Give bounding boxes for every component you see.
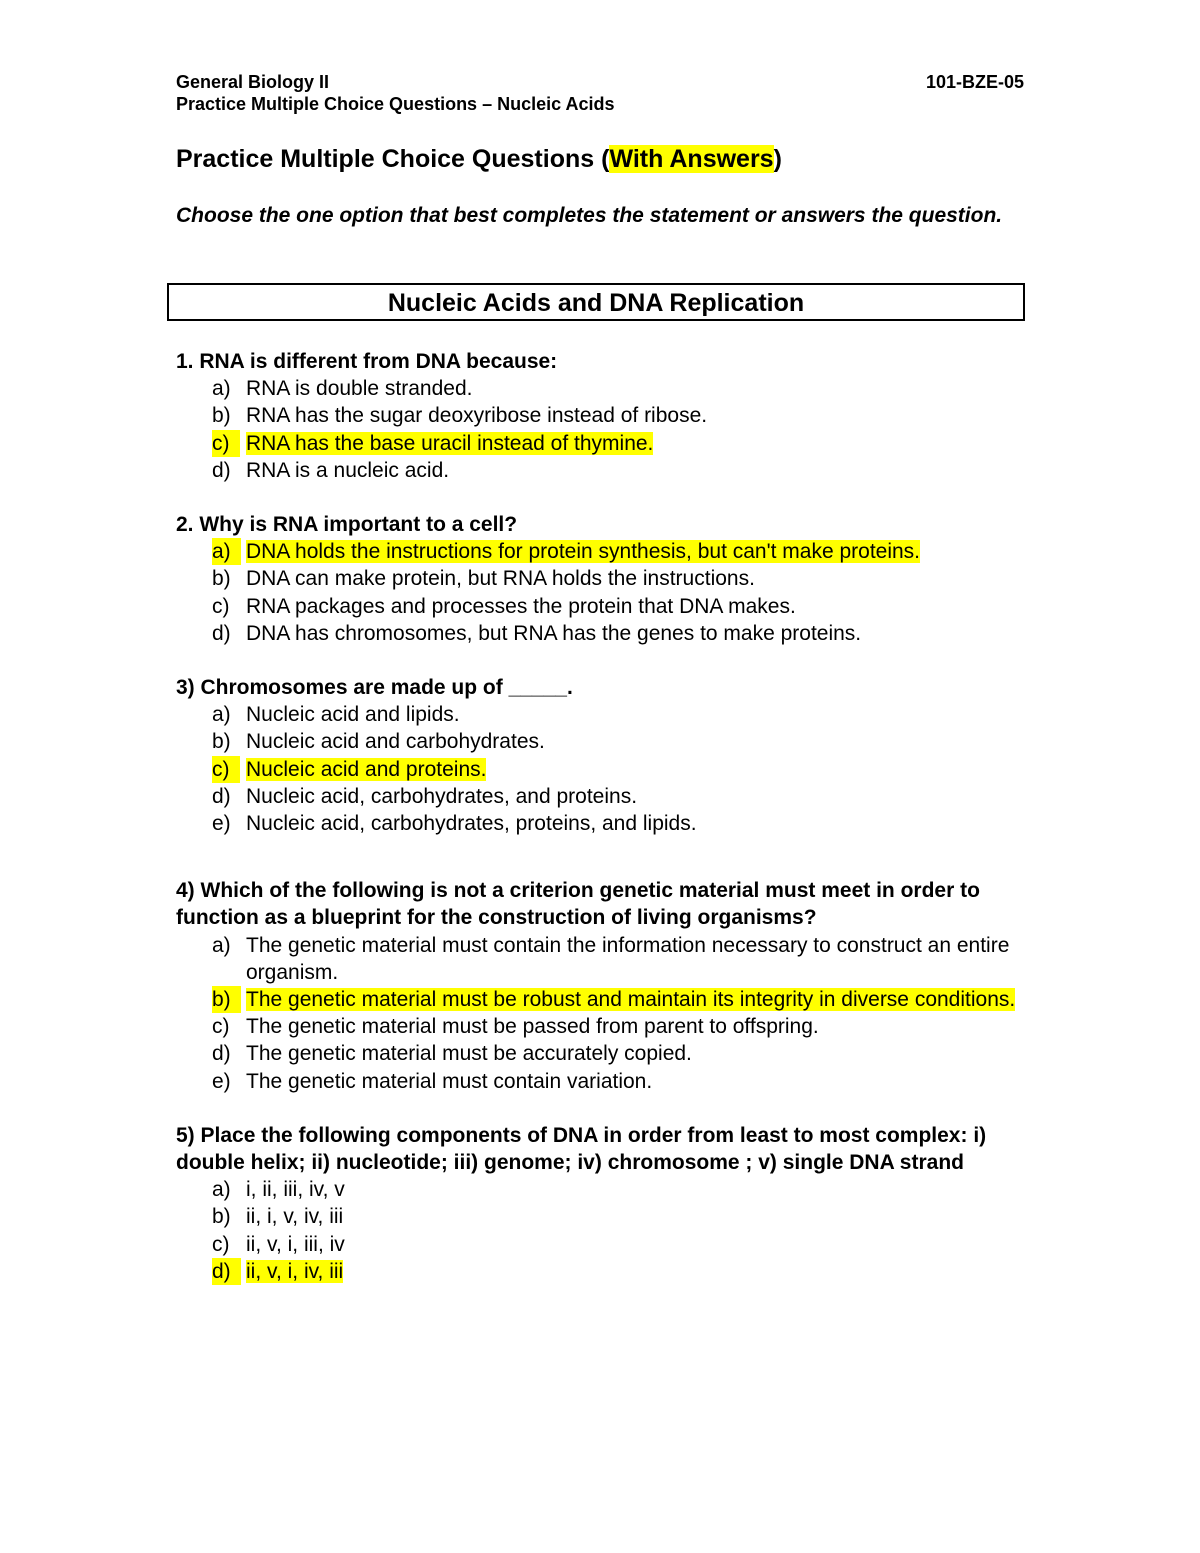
option-letter: d) (212, 621, 231, 645)
question-1 (176, 348, 1026, 484)
option-4d (176, 1040, 1026, 1067)
option-letter: d) (212, 1258, 241, 1285)
option-3c-answer (176, 756, 1026, 783)
option-text: RNA has the base uracil instead of thymine. (246, 431, 654, 455)
title-highlight: With Answers (609, 145, 774, 173)
option-text: RNA has the sugar deoxyribose instead of ribose. (246, 404, 708, 428)
option-text: The genetic material must be accurately copied. (246, 1042, 692, 1066)
option-letter: d) (212, 458, 231, 482)
option-text: The genetic material must be passed from parent to offspring. (246, 1015, 819, 1039)
section-title-box (167, 283, 1025, 321)
option-list (176, 538, 1026, 647)
option-letter: c) (212, 1015, 230, 1039)
option-letter: b) (212, 1205, 231, 1229)
option-text: The genetic material must contain variation. (246, 1069, 653, 1093)
option-text: Nucleic acid, carbohydrates, and proteins. (246, 784, 638, 808)
option-letter: c) (212, 430, 240, 457)
option-3e (176, 810, 1026, 837)
option-text: Nucleic acid, carbohydrates, proteins, and lipids. (246, 812, 697, 836)
option-4c (176, 1013, 1026, 1040)
page-title (176, 143, 782, 175)
option-text: DNA has chromosomes, but RNA has the genes to make proteins. (246, 621, 862, 645)
option-2a-answer (176, 538, 1026, 565)
option-5a (176, 1176, 1026, 1203)
option-text: RNA is a nucleic acid. (246, 458, 450, 482)
option-5d-answer (176, 1258, 1026, 1285)
option-1d (176, 457, 1026, 484)
page-header (176, 71, 1024, 115)
question-2 (176, 511, 1026, 647)
course-code: 101-BZE-05 (925, 72, 1024, 92)
option-text: The genetic material must contain the information necessary to construct an entire organism. (246, 933, 1010, 984)
option-text: The genetic material must be robust and maintain its integrity in diverse conditions. (246, 988, 1016, 1012)
option-text: RNA is double stranded. (246, 377, 473, 401)
question-list (176, 348, 1026, 1312)
option-text: Nucleic acid and carbohydrates. (246, 730, 545, 754)
option-letter: a) (212, 538, 241, 565)
option-letter: e) (212, 812, 231, 836)
instructions: Choose the one option that best completes the statement or answers the question. (176, 204, 1003, 227)
option-text: Nucleic acid and proteins. (246, 757, 487, 781)
option-letter: c) (212, 1232, 230, 1256)
option-5b (176, 1203, 1026, 1230)
option-letter: e) (212, 1069, 231, 1093)
option-5c (176, 1231, 1026, 1258)
option-1b (176, 402, 1026, 429)
title-prefix: Practice Multiple Choice Questions ( (176, 145, 610, 173)
option-list (176, 701, 1026, 837)
option-2b (176, 565, 1026, 592)
option-letter: c) (212, 756, 240, 783)
option-3d (176, 783, 1026, 810)
option-1c-answer (176, 430, 1026, 457)
question-text: 2. Why is RNA important to a cell? (176, 513, 518, 537)
question-5 (176, 1122, 1026, 1285)
question-text: 3) Chromosomes are made up of _____. (176, 676, 573, 700)
option-letter: a) (212, 933, 231, 957)
option-text: ii, v, i, iv, iii (246, 1259, 344, 1283)
option-text: ii, i, v, iv, iii (246, 1205, 344, 1229)
course-name: General Biology II (176, 72, 330, 92)
option-letter: b) (212, 730, 231, 754)
option-2d (176, 620, 1026, 647)
title-suffix: ) (773, 145, 782, 173)
option-letter: b) (212, 404, 231, 428)
option-text: ii, v, i, iii, iv (246, 1232, 345, 1256)
option-2c (176, 593, 1026, 620)
header-row (176, 71, 1024, 93)
question-text: 1. RNA is different from DNA because: (176, 350, 558, 373)
option-3b (176, 728, 1026, 755)
option-letter: a) (212, 1178, 231, 1202)
option-letter: c) (212, 594, 230, 618)
option-text: DNA can make protein, but RNA holds the instructions. (246, 567, 755, 591)
option-letter: a) (212, 703, 231, 727)
option-text: i, ii, iii, iv, v (246, 1178, 345, 1202)
option-list (176, 932, 1026, 1095)
question-3 (176, 674, 1026, 837)
option-text: Nucleic acid and lipids. (246, 703, 460, 727)
option-letter: b) (212, 986, 241, 1013)
section-title: Nucleic Acids and DNA Replication (387, 289, 805, 317)
option-4b-answer (176, 986, 1026, 1013)
option-text: RNA packages and processes the protein that DNA makes. (246, 594, 796, 618)
question-text: 5) Place the following components of DNA in order from least to most complex: i) double helix; ii) nucleotide; iii) genome; iv) chromosome ; v) single DNA strand (176, 1123, 987, 1175)
option-3a (176, 701, 1026, 728)
question-4 (176, 877, 1026, 1095)
header-subtitle: Practice Multiple Choice Questions – Nucleic Acids (176, 94, 615, 114)
option-list (176, 375, 1026, 484)
option-letter: b) (212, 567, 231, 591)
option-text: DNA holds the instructions for protein synthesis, but can't make proteins. (246, 540, 921, 564)
option-letter: d) (212, 1042, 231, 1066)
question-text: 4) Which of the following is not a criterion genetic material must meet in order to function as a blueprint for the construction of living organisms? (176, 879, 980, 930)
option-letter: d) (212, 784, 231, 808)
option-4e (176, 1068, 1026, 1095)
option-1a (176, 375, 1026, 402)
option-list (176, 1176, 1026, 1285)
option-4a (176, 932, 1026, 986)
option-letter: a) (212, 377, 231, 401)
